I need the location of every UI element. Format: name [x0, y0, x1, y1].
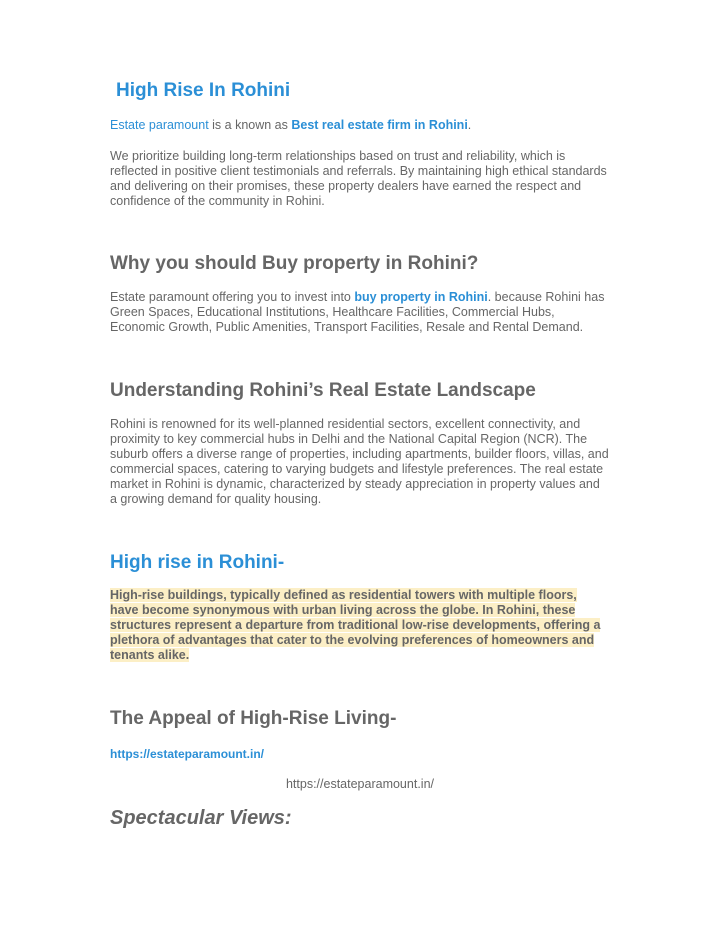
why-paragraph — [110, 290, 610, 335]
appeal-heading: The Appeal of High-Rise Living- — [110, 708, 397, 729]
best-real-estate-link[interactable]: Best real estate firm in Rohini — [291, 118, 468, 132]
intro-mid-text: is a known as — [208, 118, 292, 132]
why-post-text: . because Rohini has Green Spaces, Educational Institutions, Healthcare Facilities, Commercial Hubs, Economic Growth, Public Amenities, Transport Facilities, Resale and Rental Demand. — [110, 290, 605, 334]
landscape-paragraph: Rohini is renowned for its well-planned residential sectors, excellent connectivity, and proximity to key commercial hubs in Delhi and the National Capital Region (NCR). The suburb offers a diverse range of properties, including apartments, builder floors, villas, and commercial spaces, catering to varying budgets and lifestyle preferences. The real estate market in Rohini is dynamic, characterized by steady appreciation in property values and a growing demand for quality housing. — [110, 417, 609, 506]
estateparamount-url-link[interactable]: https://estateparamount.in/ — [110, 747, 265, 761]
intro-paragraph — [110, 118, 610, 133]
highrise-highlight-paragraph — [110, 588, 610, 663]
highrise-heading: High rise in Rohini- — [110, 552, 285, 573]
page-title: High Rise In Rohini — [116, 80, 291, 101]
why-pre-text: Estate paramount offering you to invest into — [110, 290, 355, 304]
highrise-line: plethora of advantages that cater to the evolving preferences of homeowners and — [110, 633, 595, 647]
buy-property-link[interactable]: buy property in Rohini — [354, 290, 488, 304]
intro-end-text: . — [467, 118, 472, 132]
landscape-heading: Understanding Rohini’s Real Estate Landscape — [110, 380, 536, 401]
highrise-line: High-rise buildings, typically defined as residential towers with multiple floors, — [110, 588, 577, 602]
spectacular-views-heading: Spectacular Views: — [110, 807, 292, 829]
trust-paragraph: We prioritize building long-term relationships based on trust and reliability, which is reflected in positive client testimonials and referrals. By maintaining high ethical standards and delivering on their promises, these property dealers have earned the respect and confidence of the community in Rohini. — [110, 149, 607, 208]
estate-paramount-link[interactable]: Estate paramount — [110, 118, 209, 132]
appeal-url-row — [110, 745, 610, 763]
image-caption: https://estateparamount.in/ — [285, 777, 434, 791]
highrise-line: have become synonymous with urban living across the globe. In Rohini, these — [110, 603, 576, 617]
why-heading: Why you should Buy property in Rohini? — [110, 253, 479, 274]
highrise-line: tenants alike. — [110, 648, 190, 662]
highrise-line: structures represent a departure from traditional low-rise developments, offering a — [110, 618, 601, 632]
